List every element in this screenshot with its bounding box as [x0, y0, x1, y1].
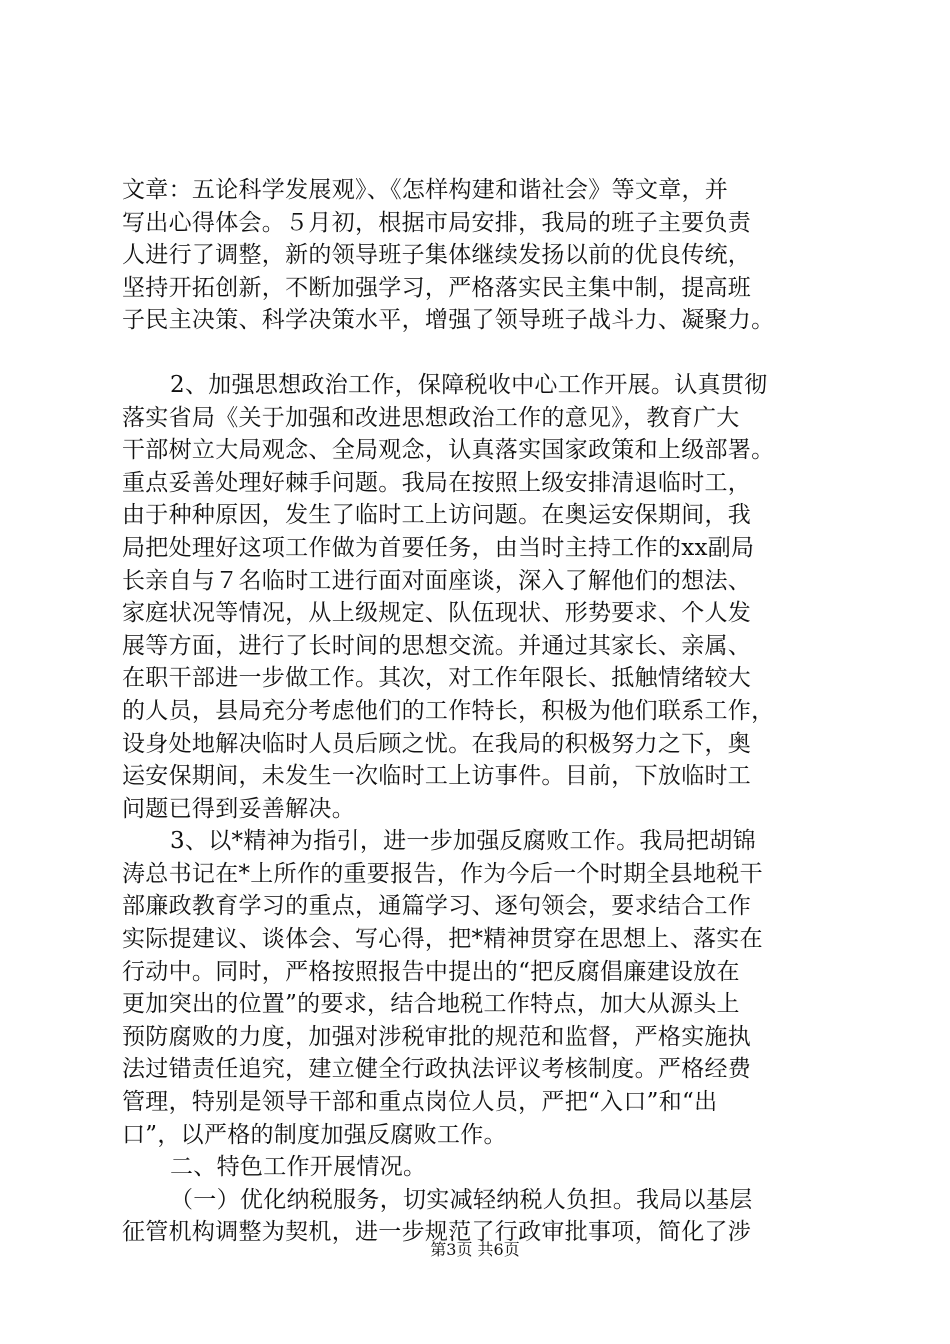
text-line: 预防腐败的力度，加强对涉税审批的规范和监督，严格实施执 [122, 1023, 752, 1050]
text-line: 问题已得到妥善解决。 [122, 795, 355, 822]
paragraph-3 [122, 825, 834, 1151]
section-heading: 二、特色工作开展情况。 [170, 1154, 427, 1181]
text-line: 文章：五论科学发展观》、《怎样构建和谐社会》等文章，并 [122, 177, 729, 203]
text-line: 征管机构调整为契机，进一步规范了行政审批事项，简化了涉 [122, 1219, 752, 1246]
text-line: 由于种种原因，发生了临时工上访问题。在奥运安保期间，我 [122, 502, 752, 529]
text-line: 设身处地解决临时人员后顾之忧。在我局的积极努力之下，奥 [122, 730, 752, 757]
text-line: 在职干部进一步做工作。其次，对工作年限长、抵触情绪较大 [122, 665, 752, 692]
paragraph-2 [122, 369, 834, 825]
text-line: 3、以*精神为指引，进一步加强反腐败工作。我局把胡锦 [170, 828, 756, 855]
text-line: 实际提建议、谈体会、写心得，把*精神贯穿在思想上、落实在 [122, 926, 763, 953]
text-line: （一）优化纳税服务，切实减轻纳税人负担。我局以基层 [170, 1186, 753, 1213]
text-line: 涛总书记在*上所作的重要报告，作为今后一个时期全县地税干 [122, 860, 763, 887]
text-line: 坚持开拓创新，不断加强学习，严格落实民主集中制，提高班 [122, 274, 752, 301]
text-line: 长亲自与７名临时工进行面对面座谈，深入了解他们的想法、 [122, 567, 752, 594]
paragraph-1 [122, 174, 834, 337]
text-line: 法过错责任追究，建立健全行政执法评议考核制度。严格经费 [122, 1056, 752, 1083]
page-number-footer: 第3页 共6页 [430, 1240, 520, 1259]
text-line: 局把处理好这项工作做为首要任务，由当时主持工作的xx副局 [122, 534, 755, 561]
text-line: 2、加强思想政治工作，保障税收中心工作开展。认真贯彻 [170, 371, 768, 398]
text-line: 家庭状况等情况，从上级规定、队伍现状、形势要求、个人发 [122, 600, 752, 627]
text-line: 更加突出的位置”的要求，结合地税工作特点，加大从源头上 [122, 991, 740, 1018]
text-line: 落实省局《关于加强和改进思想政治工作的意见》，教育广大 [122, 404, 740, 431]
text-line: 人进行了调整，新的领导班子集体继续发扬以前的优良传统， [122, 242, 752, 269]
document-body [122, 174, 834, 1249]
text-line: 子民主决策、科学决策水平，增强了领导班子战斗力、凝聚力。 [122, 307, 775, 334]
text-line: 运安保期间，未发生一次临时工上访事件。目前，下放临时工 [122, 763, 752, 790]
text-line: 的人员，县局充分考虑他们的工作特长，积极为他们联系工作， [122, 697, 775, 724]
text-line: 部廉政教育学习的重点，通篇学习、逐句领会，要求结合工作 [122, 893, 752, 920]
text-line: 行动中。同时，严格按照报告中提出的“把反腐倡廉建设放在 [122, 958, 740, 985]
text-line: 干部树立大局观念、全局观念，认真落实国家政策和上级部署。 [122, 437, 775, 464]
text-line: 重点妥善处理好棘手问题。我局在按照上级安排清退临时工， [122, 469, 752, 496]
text-line: 写出心得体会。５月初，根据市局安排，我局的班子主要负责 [122, 209, 752, 236]
text-line: 口”，以严格的制度加强反腐败工作。 [122, 1121, 507, 1148]
text-line: 展等方面，进行了长时间的思想交流。并通过其家长、亲属、 [122, 632, 752, 659]
text-line: 管理，特别是领导干部和重点岗位人员，严把“入口”和“出 [122, 1089, 718, 1116]
paragraph-gap [122, 337, 834, 369]
